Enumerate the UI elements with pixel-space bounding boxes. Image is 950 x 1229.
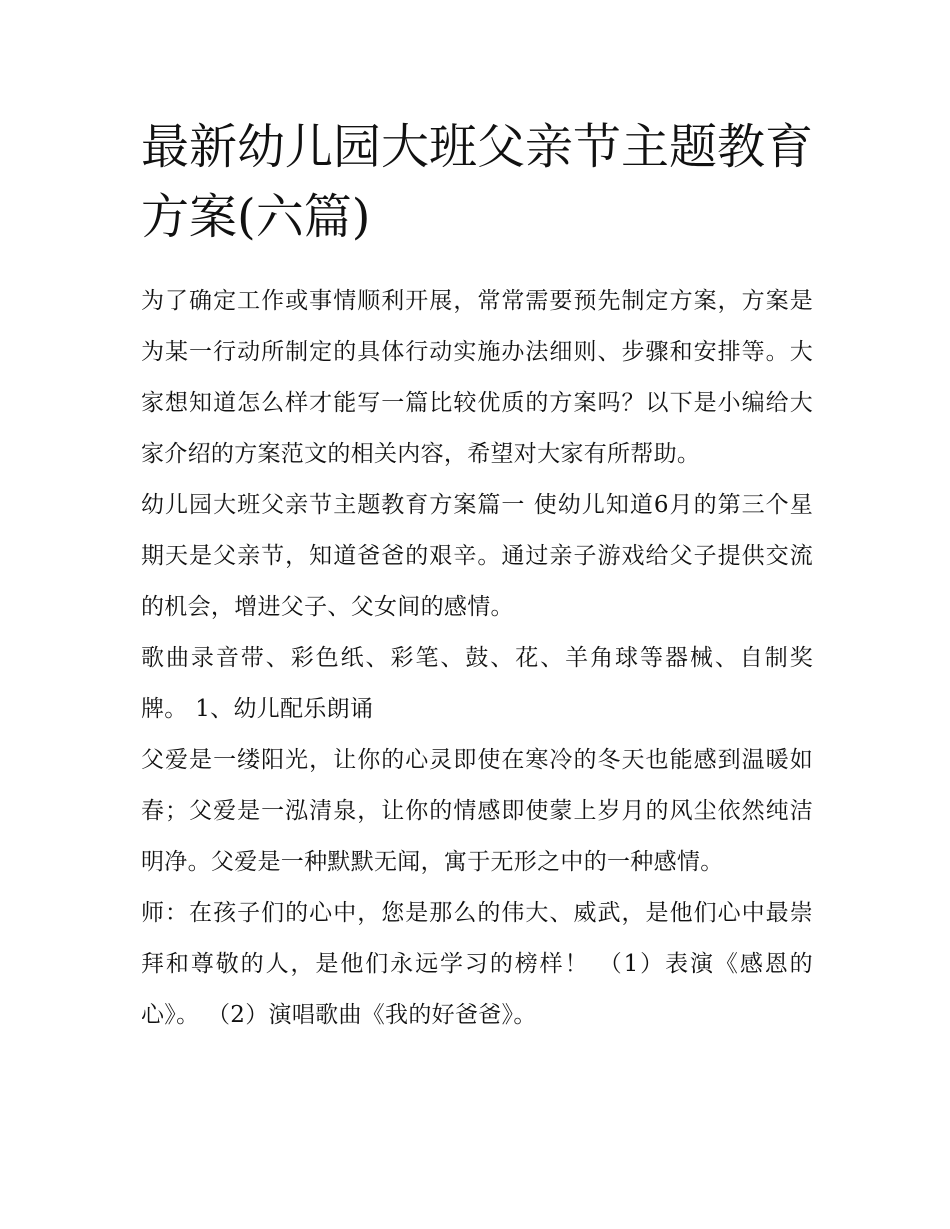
- paragraph-recitation: 父爱是一缕阳光，让你的心灵即使在寒冷的冬天也能感到温暖如春；父爱是一泓清泉，让你的情感即使蒙上岁月的风尘依然纯洁明净。父爱是一种默默无闻，寓于无形之中的一种感情。: [141, 747, 813, 875]
- document-body: [141, 276, 813, 1041]
- document-page: [141, 112, 813, 1041]
- paragraph-intro: 为了确定工作或事情顺利开展，常常需要预先制定方案，方案是为某一行动所制定的具体行动实施办法细则、步骤和安排等。大家想知道怎么样才能写一篇比较优质的方案吗？以下是小编给大家介绍的方案范文的相关内容，希望对大家有所帮助。: [141, 288, 813, 467]
- document-title: 最新幼儿园大班父亲节主题教育方案(六篇): [141, 119, 814, 245]
- paragraph-teacher: 师：在孩子们的心中，您是那么的伟大、威武，是他们心中最崇拜和尊敬的人，是他们永远学习的榜样！ （1）表演《感恩的心》。 （2）演唱歌曲《我的好爸爸》。: [141, 900, 813, 1028]
- paragraph-materials: 歌曲录音带、彩色纸、彩笔、鼓、花、羊角球等器械、自制奖牌。 1、幼儿配乐朗诵: [141, 645, 813, 722]
- paragraph-plan-one: 幼儿园大班父亲节主题教育方案篇一 使幼儿知道6月的第三个星期天是父亲节，知道爸爸的艰辛。通过亲子游戏给父子提供交流的机会，增进父子、父女间的感情。: [141, 492, 813, 620]
